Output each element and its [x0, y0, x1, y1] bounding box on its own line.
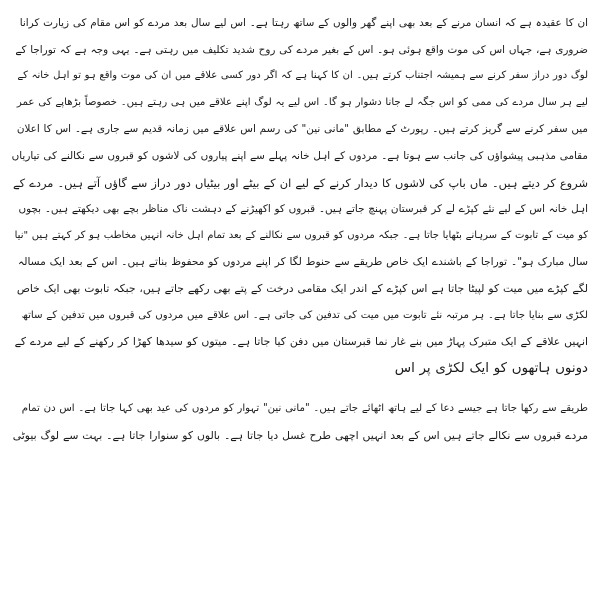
- text-line: ضروری ہے، جہاں اس کی موت واقع ہوئی ہو۔ اس کے بغیر مردے کی روح شدید تکلیف میں رہتی ہے۔ یہی وجہ ہے کہ توراجا کے: [15, 43, 588, 56]
- text-line: لوگ دور دراز سفر کرنے سے ہمیشہ اجتناب کرتے ہیں۔ ان کا کہنا ہے کہ اگر دور کسی علاقے میں ان کی موت واقع ہو تو اہل خانہ کے: [17, 70, 588, 82]
- text-line: لیے ہر سال مردے کی ممی کو اس جگہ لے جانا دشوار ہو گا۔ اس لیے یہ لوگ اپنے علاقے میں ہی رہتے ہیں۔ خصوصاً بڑھاپے کی عمر: [16, 96, 588, 108]
- text-line: طریقے سے رکھا جاتا ہے جیسے دعا کے لیے ہاتھ اٹھائے جاتے ہیں۔ "مانی نین" تہوار کو مردوں کی عید بھی کہا جاتا ہے۔ اس دن تمام: [21, 403, 588, 415]
- text-line: مقامی مذہبی پیشواؤں کی جانب سے ہوتا ہے۔ مردوں کے اہل خانہ پہلے سے اپنے پیاروں کی لاشوں کو قبروں سے نکالنے کی تیاریاں: [12, 149, 588, 162]
- text-line: لکڑی سے بنایا جاتا ہے۔ ہر مرتبہ نئے تابوت میں میت کی تدفین کی جاتی ہے۔ اس علاقے میں مردوں کی قبروں میں تدفین کے ساتھ: [21, 309, 588, 321]
- text-line-last: دونوں ہاتھوں کو ایک لکڑی پر اس: [394, 360, 588, 376]
- paragraph-second: [12, 396, 588, 449]
- text-line: سال مبارک ہو"۔ توراجا کے باشندے ایک خاص طریقے سے حنوط لگا کر اپنے مردوں کو محفوظ بناتے ہیں۔ اس کے بعد ایک مسالہ: [18, 256, 588, 269]
- text-line: مردے قبروں سے نکالے جاتے ہیں اس کے بعد انہیں اچھی طرح غسل دیا جاتا ہے۔ بالوں کو سنوارا جاتا ہے۔ بہت سے لوگ بیوٹی: [12, 428, 588, 442]
- text-line: میں سفر کرنے سے گریز کرتے ہیں۔ رپورٹ کے مطابق "مانی نین" کی رسم اس علاقے میں زمانہ قدیم سے جاری ہے۔ اس کا اعلان: [16, 123, 588, 136]
- text-line: اہل خانہ اس کے لیے نئے کپڑے لے کر قبرستان پہنچ جاتے ہیں۔ قبروں کو اکھیڑنے کے دہشت ناک مناظر بچے بھی دیکھتے ہیں۔ بچوں: [18, 203, 588, 216]
- paragraph-gap: [12, 382, 588, 396]
- text-line: شروع کر دیتے ہیں۔ ماں باپ کی لاشوں کا دیدار کرنے کے لیے ان کے بیٹے اور بیٹیاں دور دراز سے گاؤں آتے ہیں۔ مردے کے: [13, 175, 588, 190]
- text-line: کو میت کے تابوت کے سرہانے بٹھایا جاتا ہے۔ جبکہ مردوں کو قبروں سے نکالنے کے بعد تمام اہل خانہ انہیں مخاطب ہو کر کہتے ہیں "نیا: [14, 229, 588, 241]
- text-line: انہیں علاقے کے ایک متبرک پہاڑ میں بنے غار نما قبرستان میں دفن کیا جاتا ہے۔ میتوں کو سیدھا کھڑا کر رکھنے کے لیے مردے کے: [14, 335, 588, 349]
- paragraph-main: [12, 10, 588, 382]
- text-line: ان کا عقیدہ ہے کہ انسان مرنے کے بعد بھی اپنے گھر والوں کے ساتھ رہتا ہے۔ اس لیے سال بعد مردے کو اس مقام کی زیارت کرانا: [19, 17, 588, 29]
- text-line: لگے کپڑے میں میت کو لپیٹا جاتا ہے اس کپڑے کے اندر ایک مقامی درخت کے پتے بھی رکھے جاتے ہیں، جبکہ تابوت بھی ایک خاص: [16, 281, 588, 295]
